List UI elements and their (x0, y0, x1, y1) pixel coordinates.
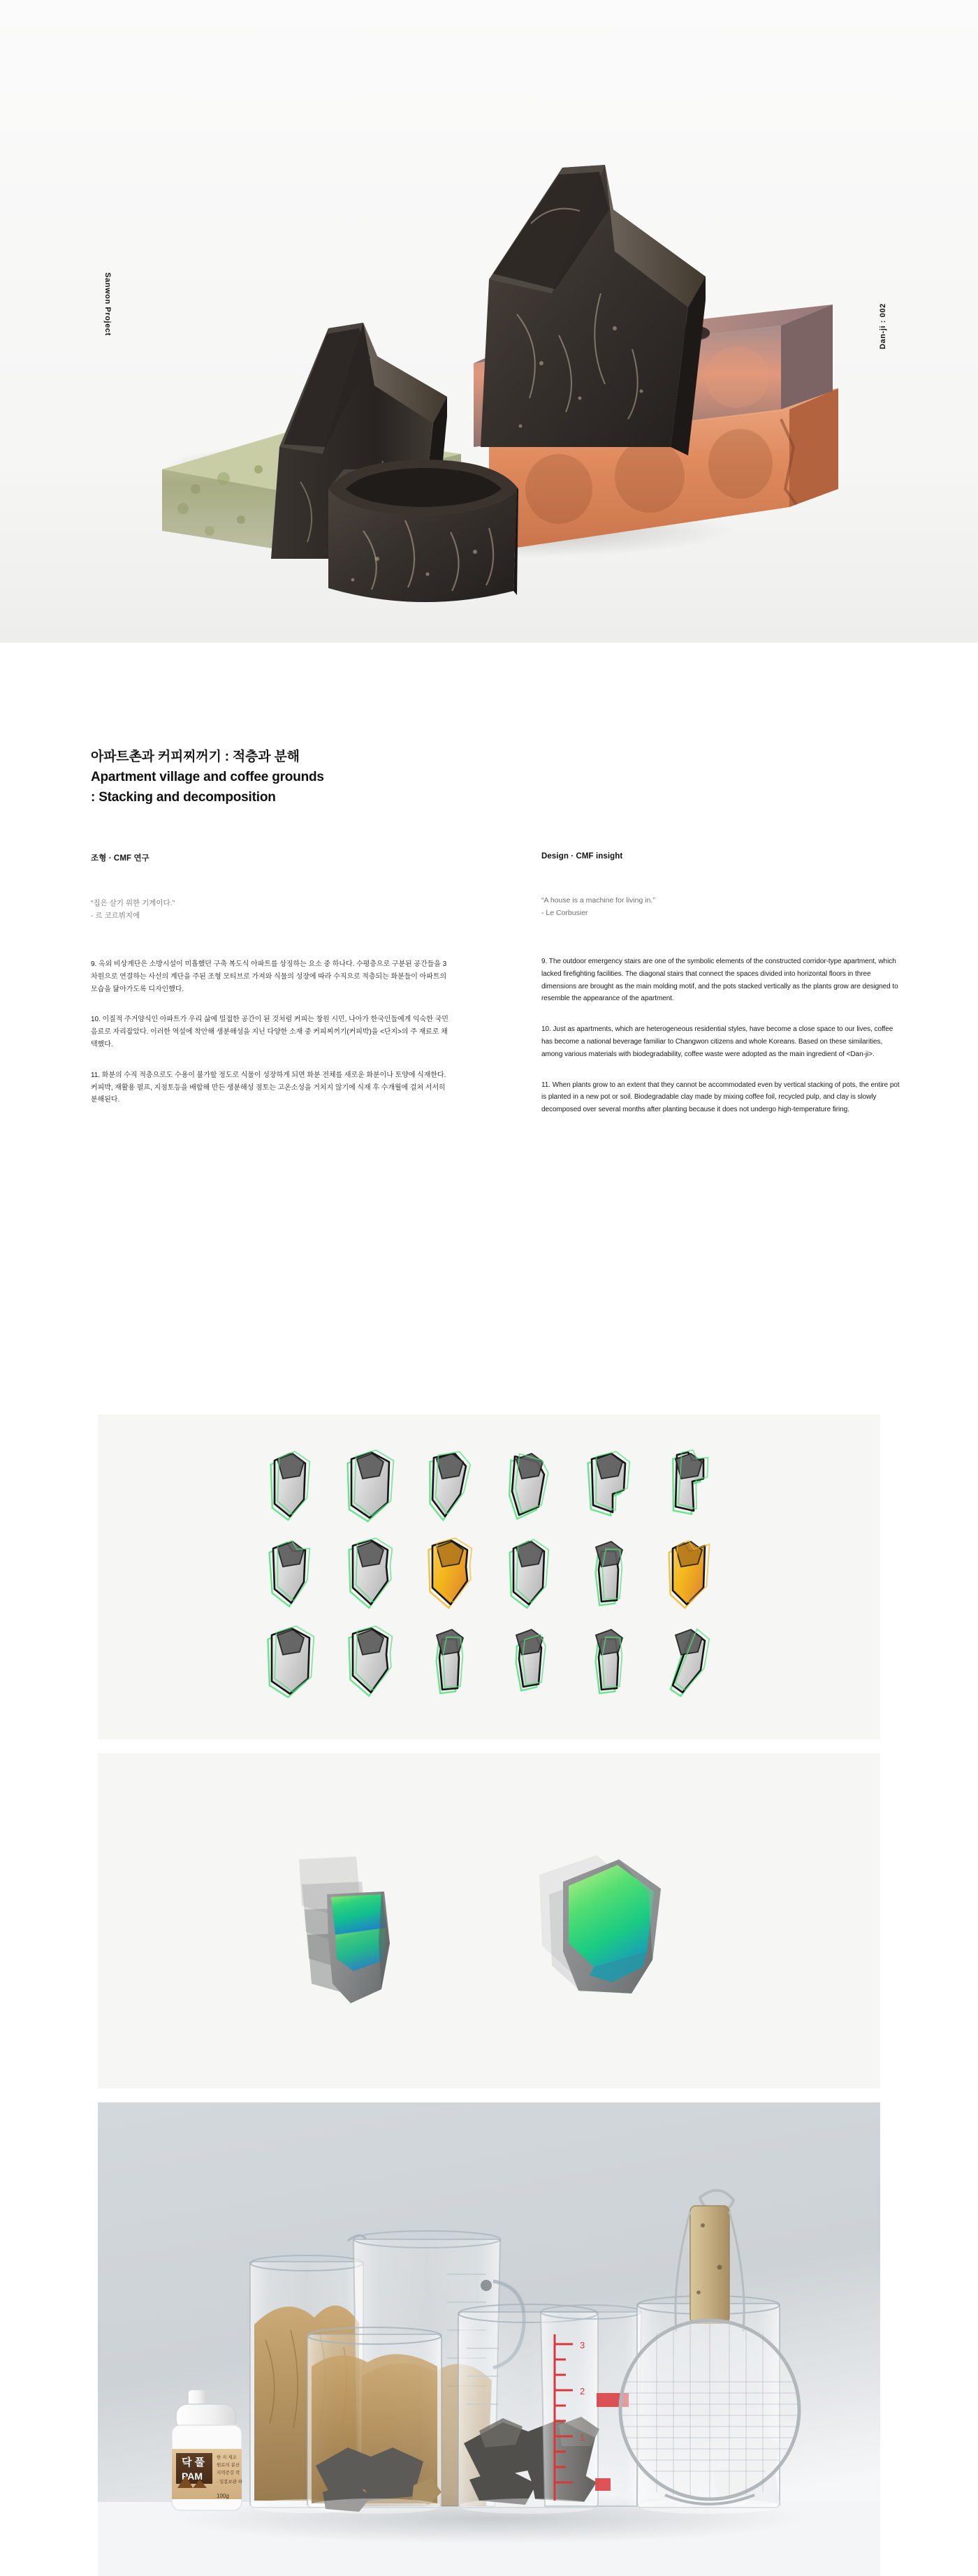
sketch-item-5 (572, 1448, 645, 1530)
column-english-heading: Design · CMF insight (541, 852, 623, 861)
sketch-item-13 (254, 1624, 326, 1706)
sketch-item-1 (254, 1448, 326, 1530)
sketch-item-8 (333, 1536, 406, 1618)
render-figures (224, 1816, 754, 2026)
render-solid-unit (539, 1855, 661, 1993)
sketch-item-16 (492, 1624, 565, 1706)
planter-tall (481, 165, 706, 455)
column-korean (91, 852, 451, 1116)
svg-text:원료의 분산: 원료의 분산 (217, 2463, 240, 2468)
svg-text:2: 2 (580, 2386, 585, 2396)
page-title (91, 747, 636, 808)
render-section (98, 1753, 880, 2088)
paragraph-en-9: 9. The outdoor emergency stairs are one of the symbolic elements of the constructed corridor-type apartment, which lacked firefighting facilities. The diagonal stairs that connect the spaces divided into horizontal floors in three dimensions are brought as the main molding motif, and the pots stacked vertically as the plants grow are designed to resemble the appearance of the apartment. (541, 958, 898, 1003)
hero-artwork (0, 0, 978, 643)
quote-text: “집은 살기 위한 기계이다.” (91, 899, 175, 907)
render-svg (224, 1816, 754, 2026)
svg-text:지력증강 작: 지력증강 작 (217, 2471, 240, 2475)
body-columns (91, 852, 901, 1116)
photo-stilllife (98, 2102, 880, 2576)
svg-text:· 밀봉보관 하: · 밀봉보관 하 (217, 2480, 243, 2484)
svg-text:PAM: PAM (182, 2471, 203, 2482)
render-exploded-stack (299, 1857, 390, 2003)
column-english-quote (541, 894, 901, 919)
quote-author: - Le Corbusier (541, 909, 588, 918)
sketch-item-15 (413, 1624, 486, 1706)
sketch-item-6 (652, 1448, 724, 1530)
text-section (0, 643, 978, 1404)
sketch-item-10 (492, 1536, 565, 1618)
sketch-item-12 (652, 1536, 724, 1618)
svg-text:1: 1 (580, 2432, 585, 2443)
planter-front (328, 460, 518, 602)
sketch-item-18 (652, 1624, 724, 1706)
clay-chunk-cylinder (307, 2327, 441, 2514)
hero-left-label: Sanwon Project (103, 272, 112, 336)
column-korean-quote (91, 897, 451, 922)
paragraph-ko-11: 11. 화분의 수직 적층으로도 수용이 불가할 정도로 식물이 성장하게 되면 화분 전체를 새로운 화분이나 토양에 식재한다. 커피박, 재활용 펄프, 지점토등을 배합해 만든 생분해성 점토는 고온소성을 거치지 않기에 식재 후 수개월에 걸쳐 서서히 분해된다. (91, 1071, 446, 1104)
sketch-item-4 (492, 1448, 565, 1530)
svg-text:닥 풀: 닥 풀 (182, 2457, 205, 2468)
sketch-grid (254, 1448, 724, 1706)
paragraph-en-10: 10. Just as apartments, which are heterogeneous residential styles, have become a close space to our lives, coffee has become a national beverage familiar to Changwon citizens and whole Koreans. Based on these similarities, among various materials with biodegradability, coffee waste were adopted as the main ingredient of <Dan-ji>. (541, 1025, 893, 1058)
quote-text: “A house is a machine for living in.” (541, 896, 655, 905)
paragraph-ko-10: 10. 이질적 주거양식인 아파트가 우리 삶에 밀접한 공간이 된 것처럼 커피는 창원 시민, 나아가 한국인들에게 익숙한 국민음료로 자리잡았다. 이러한 역설에 착안해 생분해성을 지닌 다양한 소재 중 커피찌꺼기(커피박)을 <단지>의 주 재료로 채택했다. (91, 1016, 448, 1049)
sketch-item-14 (333, 1624, 406, 1706)
title-english-line-1: Apartment village and coffee grounds (91, 769, 324, 784)
svg-text:3: 3 (580, 2340, 585, 2350)
sketch-item-11 (572, 1536, 645, 1618)
photo-section (98, 2102, 880, 2576)
paragraph-en-11: 11. When plants grow to an extent that they cannot be accommodated even by vertical stacking of pots, the entire pot is planted in a new pot or soil. Biodegradable clay made by mixing coffee foil, recycled pulp, and clay is slowly decomposed over several months after planting because it does not undergo high-temperature firing. (541, 1081, 900, 1114)
sketch-item-17 (572, 1624, 645, 1706)
column-english (541, 852, 901, 1116)
pulp-bottle (172, 2390, 243, 2510)
svg-text:100g: 100g (217, 2493, 229, 2499)
column-korean-heading: 조형 · CMF 연구 (91, 854, 149, 863)
sketch-grid-section (98, 1414, 880, 1739)
sketch-item-2 (333, 1448, 406, 1530)
title-korean: 아파트촌과 커피찌꺼기 : 적층과 분해 (91, 749, 300, 764)
hero-right-label: Dan-ji : 002 (879, 303, 887, 349)
title-english-line-2: : Stacking and decomposition (91, 789, 276, 805)
hero-section (0, 0, 978, 643)
quote-author: - 르 코르뷔지에 (91, 912, 140, 921)
sketch-item-7 (254, 1536, 326, 1618)
sketch-item-9 (413, 1536, 486, 1618)
sketch-item-3 (413, 1448, 486, 1530)
paragraph-ko-9: 9. 옥외 비상계단은 소방시설이 미흡했던 구축 복도식 아파트를 상징하는 요소 중 하나다. 수평층으로 구분된 공간들을 3차원으로 연결하는 사선의 계단을 주된 조형 모티브로 가져와 식물의 성장에 따라 수직으로 적층되는 화분들이 아파트의 모습을 닮아가도록 디자인했다. (91, 960, 447, 993)
svg-text:한 지 제조: 한 지 제조 (217, 2455, 237, 2460)
